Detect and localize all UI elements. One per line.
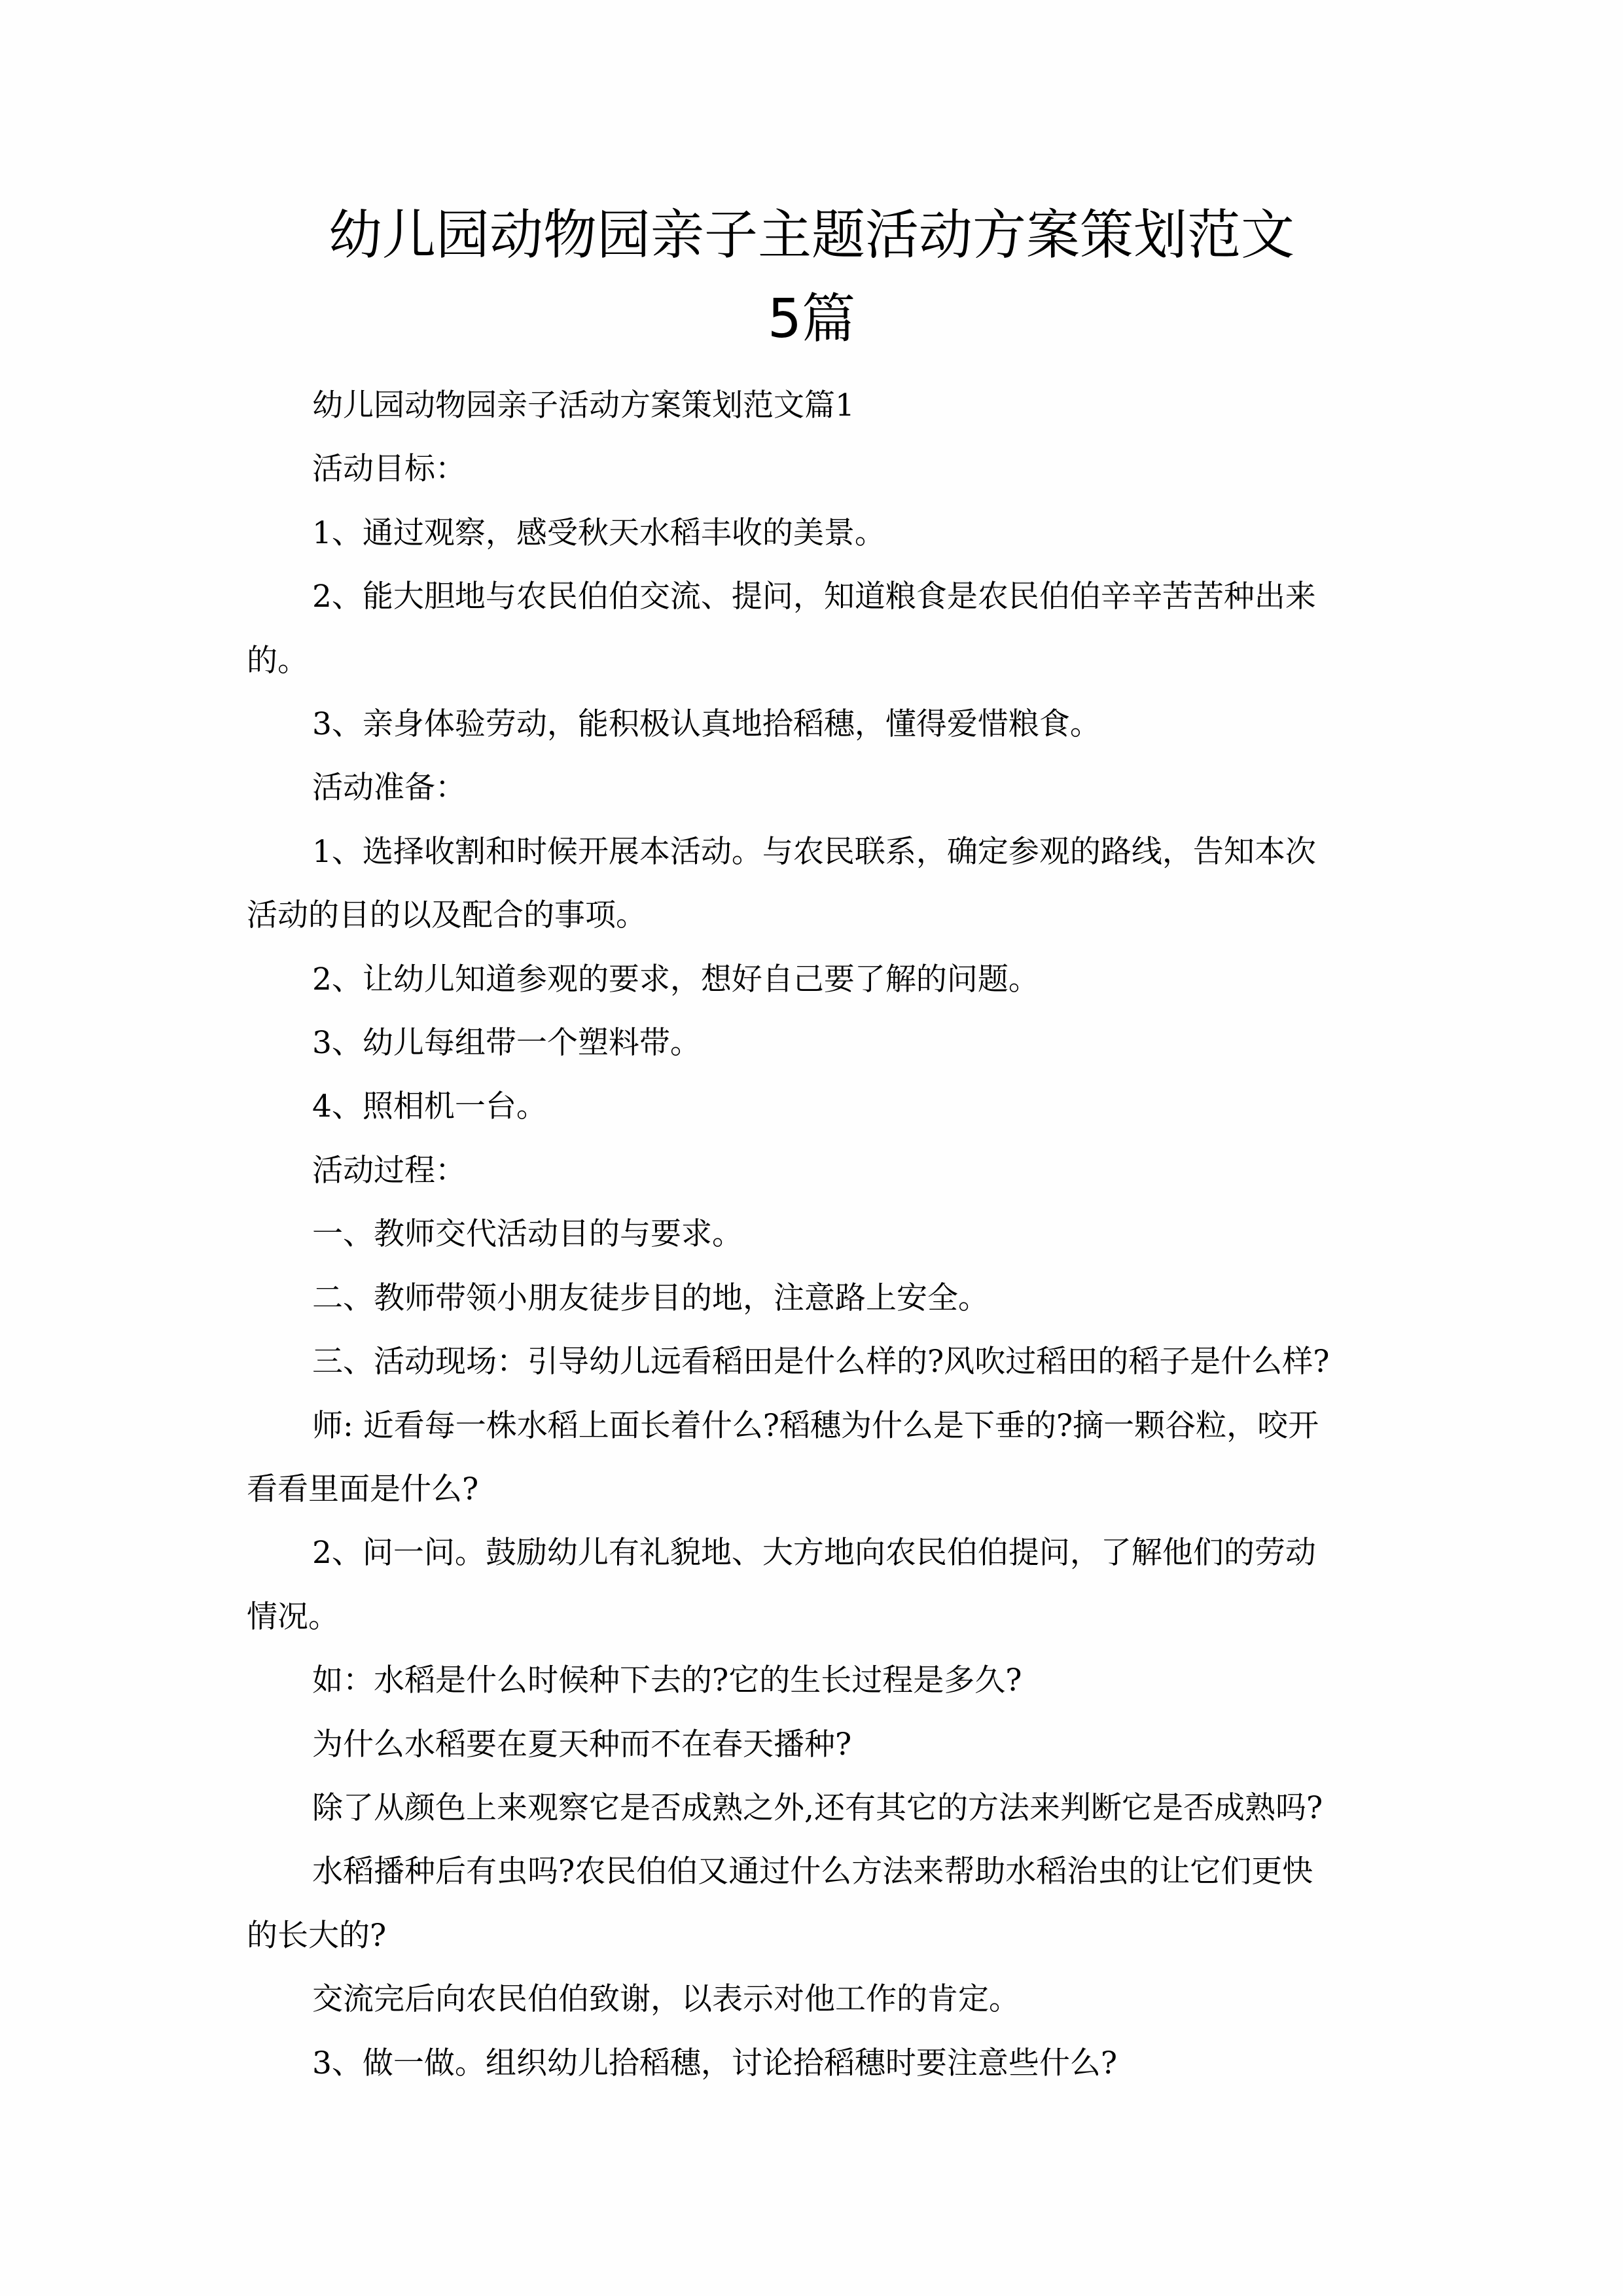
goal-item-2: 2、能大胆地与农民伯伯交流、提问，知道粮食是农民伯伯辛辛苦苦种出来 bbox=[312, 579, 1316, 615]
process-step-2: 二、教师带领小朋友徒步目的地，注意路上安全。 bbox=[312, 1280, 989, 1316]
do-step: 3、做一做。组织幼儿拾稻穗，讨论拾稻穗时要注意些什么? bbox=[312, 2045, 1118, 2081]
example-question-1: 如：水稻是什么时候种下去的?它的生长过程是多久? bbox=[312, 1662, 1022, 1699]
teacher-question: 师: 近看每一株水稻上面长着什么?稻穗为什么是下垂的?摘一颗谷粒，咬开 bbox=[312, 1407, 1319, 1444]
section-heading-article-1: 幼儿园动物园亲子活动方案策划范文篇1 bbox=[312, 387, 855, 423]
goal-item-1: 1、通过观察，感受秋天水稻丰收的美景。 bbox=[312, 514, 885, 551]
prep-item-3: 3、幼儿每组带一个塑料带。 bbox=[312, 1025, 701, 1062]
prep-item-1-continued: 活动的目的以及配合的事项。 bbox=[247, 897, 647, 934]
process-step-1: 一、教师交代活动目的与要求。 bbox=[312, 1216, 743, 1253]
prep-item-4: 4、照相机一台。 bbox=[312, 1088, 547, 1125]
prep-item-1: 1、选择收割和时候开展本活动。与农民联系，确定参观的路线，告知本次 bbox=[312, 833, 1316, 870]
example-question-2: 为什么水稻要在夏天种而不在春天播种? bbox=[312, 1726, 852, 1763]
prep-item-2: 2、让幼儿知道参观的要求，想好自己要了解的问题。 bbox=[312, 961, 1039, 997]
example-question-4: 水稻播种后有虫吗?农民伯伯又通过什么方法来帮助水稻治虫的让它们更快 bbox=[312, 1854, 1313, 1890]
teacher-question-continued: 看看里面是什么? bbox=[247, 1471, 479, 1507]
goal-item-2-continued: 的。 bbox=[247, 642, 308, 679]
example-question-3: 除了从颜色上来观察它是否成熟之外,还有其它的方法来判断它是否成熟吗? bbox=[312, 1789, 1323, 1826]
heading-activity-process: 活动过程： bbox=[312, 1152, 466, 1189]
page-title bbox=[249, 194, 1374, 361]
ask-step: 2、问一问。鼓励幼儿有礼貌地、大方地向农民伯伯提问，了解他们的劳动 bbox=[312, 1535, 1316, 1571]
goal-item-3: 3、亲身体验劳动，能积极认真地拾稻穗，懂得爱惜粮食。 bbox=[312, 706, 1101, 743]
document-body bbox=[247, 374, 1379, 2095]
title-line-1: 幼儿园动物园亲子主题活动方案策划范文 bbox=[328, 204, 1294, 266]
heading-activity-goals: 活动目标： bbox=[312, 451, 466, 488]
heading-activity-preparation: 活动准备： bbox=[312, 770, 466, 806]
thanks-note: 交流完后向农民伯伯致谢，以表示对他工作的肯定。 bbox=[312, 1981, 1020, 2018]
example-question-4-continued: 的长大的? bbox=[247, 1917, 387, 1954]
process-step-3: 三、活动现场：引导幼儿远看稻田是什么样的?风吹过稻田的稻子是什么样? bbox=[312, 1344, 1330, 1380]
title-line-2: 5篇 bbox=[767, 288, 856, 350]
ask-step-continued: 情况。 bbox=[247, 1598, 339, 1635]
